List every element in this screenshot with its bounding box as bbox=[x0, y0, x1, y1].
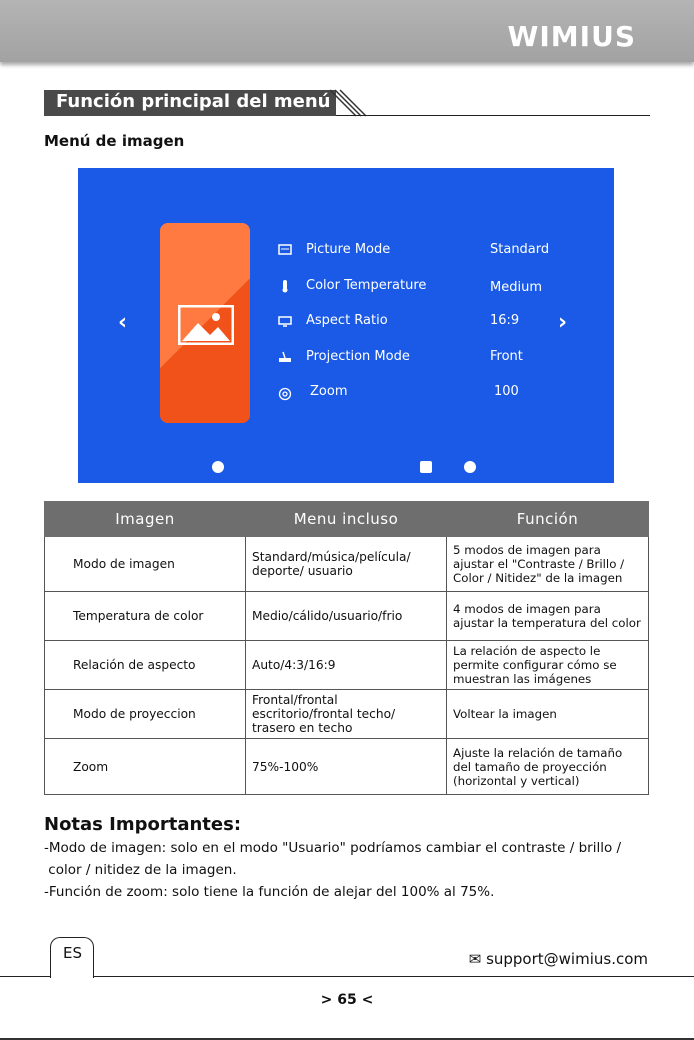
header-bar bbox=[0, 0, 694, 62]
table-row bbox=[45, 537, 649, 592]
table-cell: Standard/música/película/ deporte/ usuario bbox=[246, 537, 447, 592]
table-header-row bbox=[45, 502, 649, 537]
menu-item-value: Medium bbox=[490, 280, 542, 295]
table-row bbox=[45, 690, 649, 739]
footer-rule bbox=[0, 976, 694, 977]
picture-card bbox=[160, 223, 250, 423]
table-header: Imagen bbox=[45, 502, 246, 537]
picture-icon bbox=[278, 243, 292, 257]
table-cell: Zoom bbox=[45, 739, 246, 795]
menu-item-value: Standard bbox=[490, 242, 550, 257]
thermometer-icon bbox=[278, 279, 292, 293]
note-line: -Función de zoom: solo tiene la función de alejar del 100% al 75%. bbox=[44, 884, 495, 900]
table-cell: La relación de aspecto le permite configurar cómo se muestran las imágenes bbox=[447, 641, 649, 690]
subsection-title: Menú de imagen bbox=[44, 132, 185, 150]
section-title: Función principal del menú bbox=[56, 91, 331, 112]
table-cell: Modo de proyeccion bbox=[45, 690, 246, 739]
menu-left-arrow[interactable]: ‹ bbox=[118, 310, 128, 335]
table-cell: Auto/4:3/16:9 bbox=[246, 641, 447, 690]
mail-icon: ✉ bbox=[468, 950, 482, 968]
table-row bbox=[45, 641, 649, 690]
picture-menu-screenshot bbox=[78, 168, 614, 483]
note-line: color / nitidez de la imagen. bbox=[44, 862, 237, 878]
table-cell: Voltear la imagen bbox=[447, 690, 649, 739]
table-cell: 4 modos de imagen para ajustar la temperatura del color bbox=[447, 592, 649, 641]
menu-right-arrow[interactable]: › bbox=[558, 310, 568, 335]
note-line: -Modo de imagen: solo en el modo "Usuario" podríamos cambiar el contraste / brillo / bbox=[44, 840, 622, 856]
notes-title: Notas Importantes: bbox=[44, 814, 242, 835]
table-header: Menu incluso bbox=[246, 502, 447, 537]
table-cell: Modo de imagen bbox=[45, 537, 246, 592]
menu-item-label: Zoom bbox=[310, 384, 348, 399]
menu-item-label: Projection Mode bbox=[306, 349, 410, 364]
menu-item-label: Picture Mode bbox=[306, 242, 391, 257]
hatch-decoration bbox=[330, 88, 366, 118]
language-tab bbox=[50, 937, 94, 978]
language-code: ES bbox=[63, 944, 82, 962]
menu-item-value: Front bbox=[490, 349, 523, 364]
menu-item-value: 100 bbox=[494, 384, 519, 399]
brand-logo: WIMIUS bbox=[507, 20, 636, 53]
table-cell: Ajuste la relación de tamaño del tamaño de proyección (horizontal y vertical) bbox=[447, 739, 649, 795]
section-underline bbox=[336, 115, 650, 116]
zoom-icon bbox=[278, 387, 292, 401]
menu-item-label: Aspect Ratio bbox=[306, 313, 388, 328]
table-cell: Relación de aspecto bbox=[45, 641, 246, 690]
email-address: support@wimius.com bbox=[486, 950, 648, 968]
picture-menu-table bbox=[44, 501, 649, 795]
menu-item-value: 16:9 bbox=[490, 313, 520, 328]
table-cell: Frontal/frontal escritorio/frontal techo/ trasero en techo bbox=[246, 690, 447, 739]
table-cell: 75%-100% bbox=[246, 739, 447, 795]
table-cell: Temperatura de color bbox=[45, 592, 246, 641]
table-header: Función bbox=[447, 502, 649, 537]
table-row bbox=[45, 592, 649, 641]
info-icon bbox=[464, 461, 476, 473]
image-icon bbox=[178, 305, 234, 345]
projection-icon bbox=[278, 350, 292, 364]
table-row bbox=[45, 739, 649, 795]
lock-icon bbox=[420, 461, 432, 473]
aspect-ratio-icon bbox=[278, 314, 292, 328]
section-title-bar bbox=[44, 90, 336, 116]
page-number: > 65 < bbox=[320, 992, 374, 1008]
settings-icon bbox=[212, 461, 224, 473]
table-cell: Medio/cálido/usuario/frio bbox=[246, 592, 447, 641]
menu-item-label: Color Temperature bbox=[306, 278, 427, 293]
support-email[interactable] bbox=[469, 950, 648, 968]
table-cell: 5 modos de imagen para ajustar el "Contraste / Brillo / Color / Nitidez" de la imagen bbox=[447, 537, 649, 592]
